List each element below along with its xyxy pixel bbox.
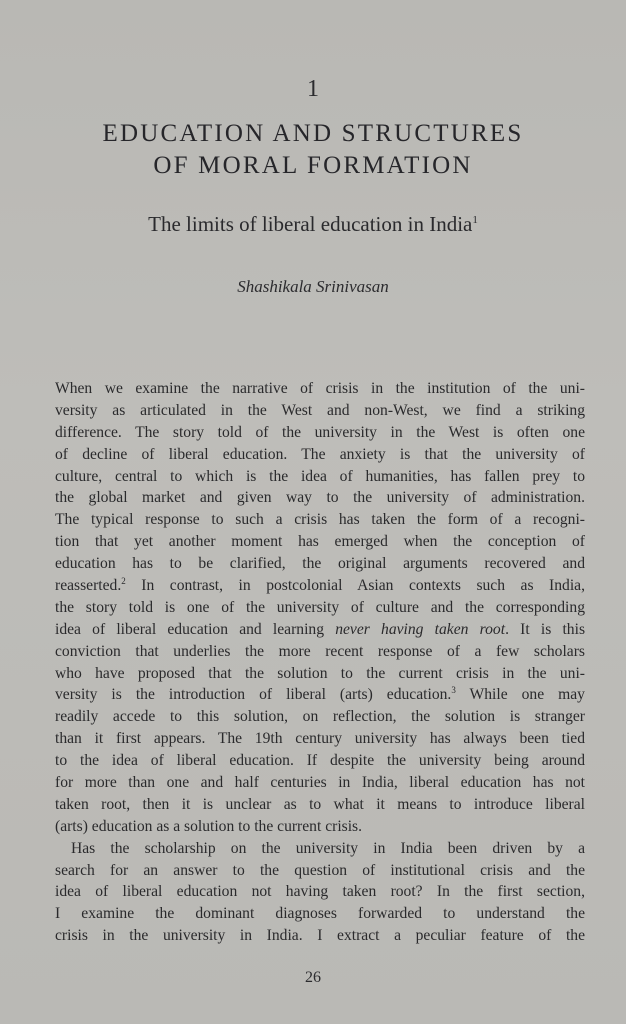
page-number: 26 bbox=[305, 969, 321, 986]
text-fragment: . It is this bbox=[505, 620, 586, 638]
text-line bbox=[55, 575, 585, 597]
text-line: for more than one and half centuries in India, liberal education has not bbox=[55, 774, 585, 792]
body-text bbox=[55, 378, 585, 947]
chapter-title bbox=[0, 118, 626, 182]
text-fragment: reasserted. bbox=[55, 577, 122, 595]
text-line: tion that yet another moment has emerged when the conception of bbox=[55, 533, 585, 551]
text-line: the story told is one of the university of culture and the corresponding bbox=[55, 598, 585, 616]
text-line: I examine the dominant diagnoses forwarded to understand the bbox=[55, 905, 585, 923]
text-line: taken root, then it is unclear as to what it means to introduce liberal bbox=[55, 795, 585, 813]
chapter-subtitle bbox=[0, 212, 626, 237]
footnote-ref-3: 3 bbox=[451, 685, 456, 696]
text-line: the global market and given way to the university of administration. bbox=[55, 489, 585, 507]
author-name: Shashikala Srinivasan bbox=[237, 277, 389, 296]
chapter-title-line-1: EDUCATION AND STRUCTURES bbox=[102, 120, 524, 147]
text-line: education has to be clarified, the original arguments recovered and bbox=[55, 555, 585, 573]
text-fragment: versity is the introduction of liberal (arts) education. bbox=[55, 686, 452, 704]
text-line: to the idea of liberal education. If despite the university being around bbox=[55, 752, 585, 770]
text-line: readily accede to this solution, on reflection, the solution is stranger bbox=[55, 708, 585, 726]
text-fragment: idea of liberal education and learning bbox=[55, 620, 336, 638]
footnote-ref-1: 1 bbox=[472, 214, 478, 226]
text-line: than it first appears. The 19th century university has always been tied bbox=[55, 730, 585, 748]
text-line bbox=[55, 684, 585, 706]
text-line: who have proposed that the solution to the current crisis in the uni- bbox=[55, 664, 585, 682]
chapter-title-line-2: OF MORAL FORMATION bbox=[153, 152, 473, 179]
text-fragment: In contrast, in postcolonial Asian contexts such as India, bbox=[125, 577, 585, 595]
chapter-number: 1 bbox=[307, 76, 319, 102]
text-line: crisis in the university in India. I extract a peculiar feature of the bbox=[55, 927, 585, 945]
text-fragment: While one may bbox=[455, 686, 585, 704]
text-line: (arts) education as a solution to the current crisis. bbox=[55, 817, 363, 835]
text-line: difference. The story told of the university in the West is often one bbox=[55, 423, 585, 441]
text-line: The typical response to such a crisis has taken the form of a recogni- bbox=[55, 511, 585, 529]
text-line bbox=[55, 619, 585, 641]
text-line: idea of liberal education not having taken root? In the first section, bbox=[55, 883, 585, 901]
footnote-ref-2: 2 bbox=[121, 575, 126, 586]
text-line: conviction that underlies the more recent response of a few scholars bbox=[55, 642, 585, 660]
text-line: of decline of liberal education. The anxiety is that the university of bbox=[55, 445, 585, 463]
text-line: Has the scholarship on the university in India been driven by a bbox=[71, 839, 585, 857]
text-line: versity as articulated in the West and non-West, we find a striking bbox=[55, 401, 585, 419]
text-line: search for an answer to the question of institutional crisis and the bbox=[55, 861, 585, 879]
text-line: When we examine the narrative of crisis in the institution of the uni- bbox=[55, 380, 585, 397]
chapter-subtitle-text: The limits of liberal education in India bbox=[148, 212, 473, 236]
emphasis-text: never having taken root bbox=[335, 620, 506, 638]
text-line: culture, central to which is the idea of humanities, has fallen prey to bbox=[55, 467, 585, 485]
